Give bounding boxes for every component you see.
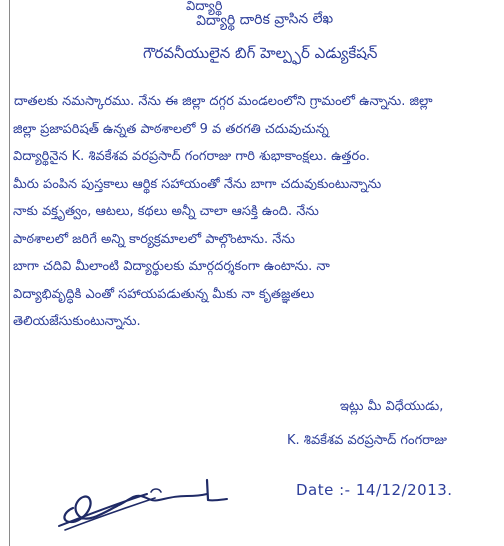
letter-body bbox=[13, 88, 498, 336]
letter-body-line: జిల్లా ప్రజాపరిషత్ ఉన్నత పాఠశాలలో 9 వ తరగతి చదువుచున్న bbox=[13, 121, 329, 137]
letter-body-line: తెలియజేసుకుంటున్నాను. bbox=[13, 314, 141, 329]
letter-body-line: నాకు వక్తృత్వం, ఆటలు, కథలు అన్నీ చాలా ఆసక్తి ఉంది. నేను bbox=[13, 204, 319, 219]
letter-closing: ఇట్లు మీ విధేయుడు, bbox=[340, 399, 444, 414]
letter-salutation: గౌరవనీయులైన బిగ్ హెల్ప్ఫర్ ఎడ్యుకేషన్ bbox=[143, 44, 378, 62]
letter-body-line: విద్యాభివృద్ధికి ఎంతో సహాయపడుతున్న మీకు నా కృతజ్ఞతలు bbox=[13, 286, 315, 302]
letter-body-line: పాఠశాలలో జరిగే అన్ని కార్యక్రమాలలో పాల్గొంటాను. నేను bbox=[13, 231, 295, 247]
letter-header-subtitle: విద్యార్థి దారిక వ్రాసిన లేఖ bbox=[195, 10, 334, 29]
letter-body-line: బాగా చదివి మీలాంటి విద్యార్థులకు మార్గదర్శకంగా ఉంటాను. నా bbox=[13, 259, 330, 274]
letter-body-line: మీరు పంపిన పుస్తకాలు ఆర్థిక సహాయంతో నేను బాగా చదువుకుంటున్నాను bbox=[13, 176, 382, 192]
handwritten-signature bbox=[55, 476, 230, 534]
letter-signatory-name: K. శివకేశవ వరప్రసాద్ గంగరాజు bbox=[287, 433, 447, 448]
letter-body-line: దాతలకు నమస్కారము. నేను ఈ జిల్లా దగ్గర మండలంలోని గ్రామంలో ఉన్నాను. జిల్లా bbox=[14, 94, 433, 109]
margin-rule bbox=[9, 0, 10, 546]
letter-date: Date :- 14/12/2013. bbox=[296, 481, 453, 499]
letter-header-top: విద్యార్థి bbox=[186, 0, 223, 14]
letter-body-line: విద్యార్థినైన K. శివకేశవ వరప్రసాద్ గంగరాజు గారి శుభాకాంక్షలు. ఉత్తరం. bbox=[13, 149, 370, 164]
